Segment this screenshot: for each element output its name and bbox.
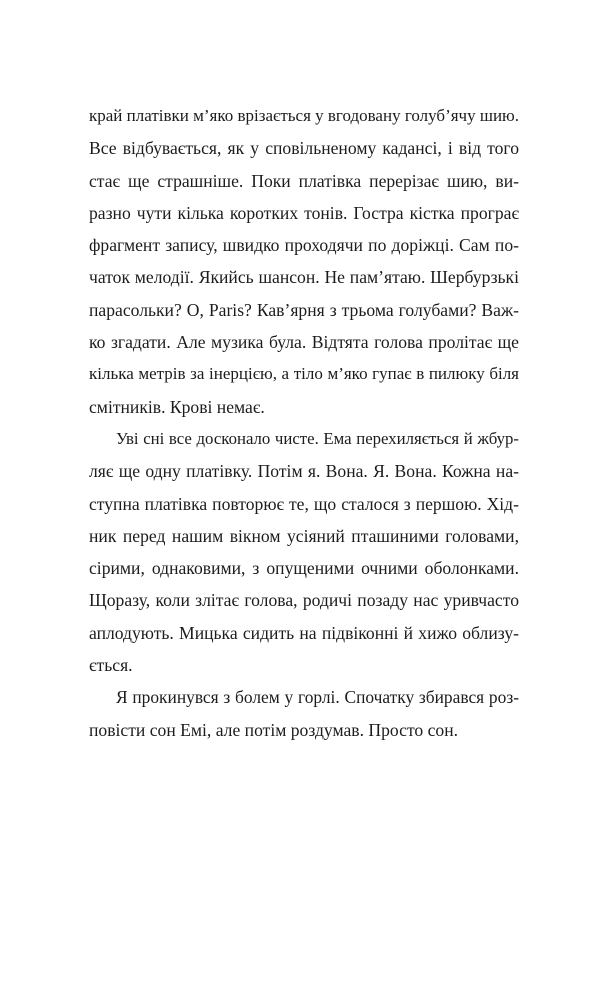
body-text (89, 100, 519, 746)
text-line: парасольки? О, Paris? Кав’ярня з трьома голубами? Важ- (89, 299, 519, 320)
text-line: Все відбувається, як у сповільненому кадансі, і від того (89, 138, 519, 159)
text-line: Я прокинувся з болем у горлі. Спочатку збирався роз- (116, 687, 519, 708)
text-line: сірими, однаковими, з опущеними очними оболонками. (89, 558, 519, 579)
text-line: ко згадати. Але музика була. Відтята голова пролітає ще (89, 332, 519, 353)
paragraph-1 (89, 100, 519, 423)
text-line: Уві сні все досконало чисте. Ема перехиляється й жбур- (116, 428, 519, 448)
text-line: разно чути кілька коротких тонів. Гостра кістка програє (89, 202, 519, 223)
text-line: ляє ще одну платівку. Потім я. Вона. Я. Вона. Кожна на- (89, 461, 519, 482)
text-line: повісти сон Емі, але потім роздумав. Просто сон. (89, 719, 459, 740)
text-line: кілька метрів за інерцією, а тіло м’яко гупає в пилюку біля (89, 364, 519, 384)
text-line: Щоразу, коли злітає голова, родичі позаду нас уривчасто (89, 590, 519, 611)
paragraph-2 (89, 423, 519, 681)
text-line: край платівки м’яко врізається у вгодовану голуб’ячу шию. (89, 106, 519, 125)
text-line: аплодують. Мицька сидить на підвіконні й хижо облизу- (89, 622, 519, 643)
text-line: смітників. Крові немає. (89, 396, 265, 417)
paragraph-3 (89, 681, 519, 746)
text-line: фрагмент запису, швидко проходячи по доріжці. Сам по- (89, 235, 519, 256)
text-line: стає ще страшніше. Поки платівка перерізає шию, ви- (89, 170, 519, 191)
text-line: ступна платівка повторює те, що сталося з першою. Хід- (89, 493, 519, 514)
text-line: ник перед нашим вікном усіяний пташиними головами, (89, 525, 519, 546)
text-line: ється. (89, 655, 133, 676)
text-line: чаток мелодії. Якийсь шансон. Не пам’ятаю. Шербурзькі (89, 267, 519, 288)
